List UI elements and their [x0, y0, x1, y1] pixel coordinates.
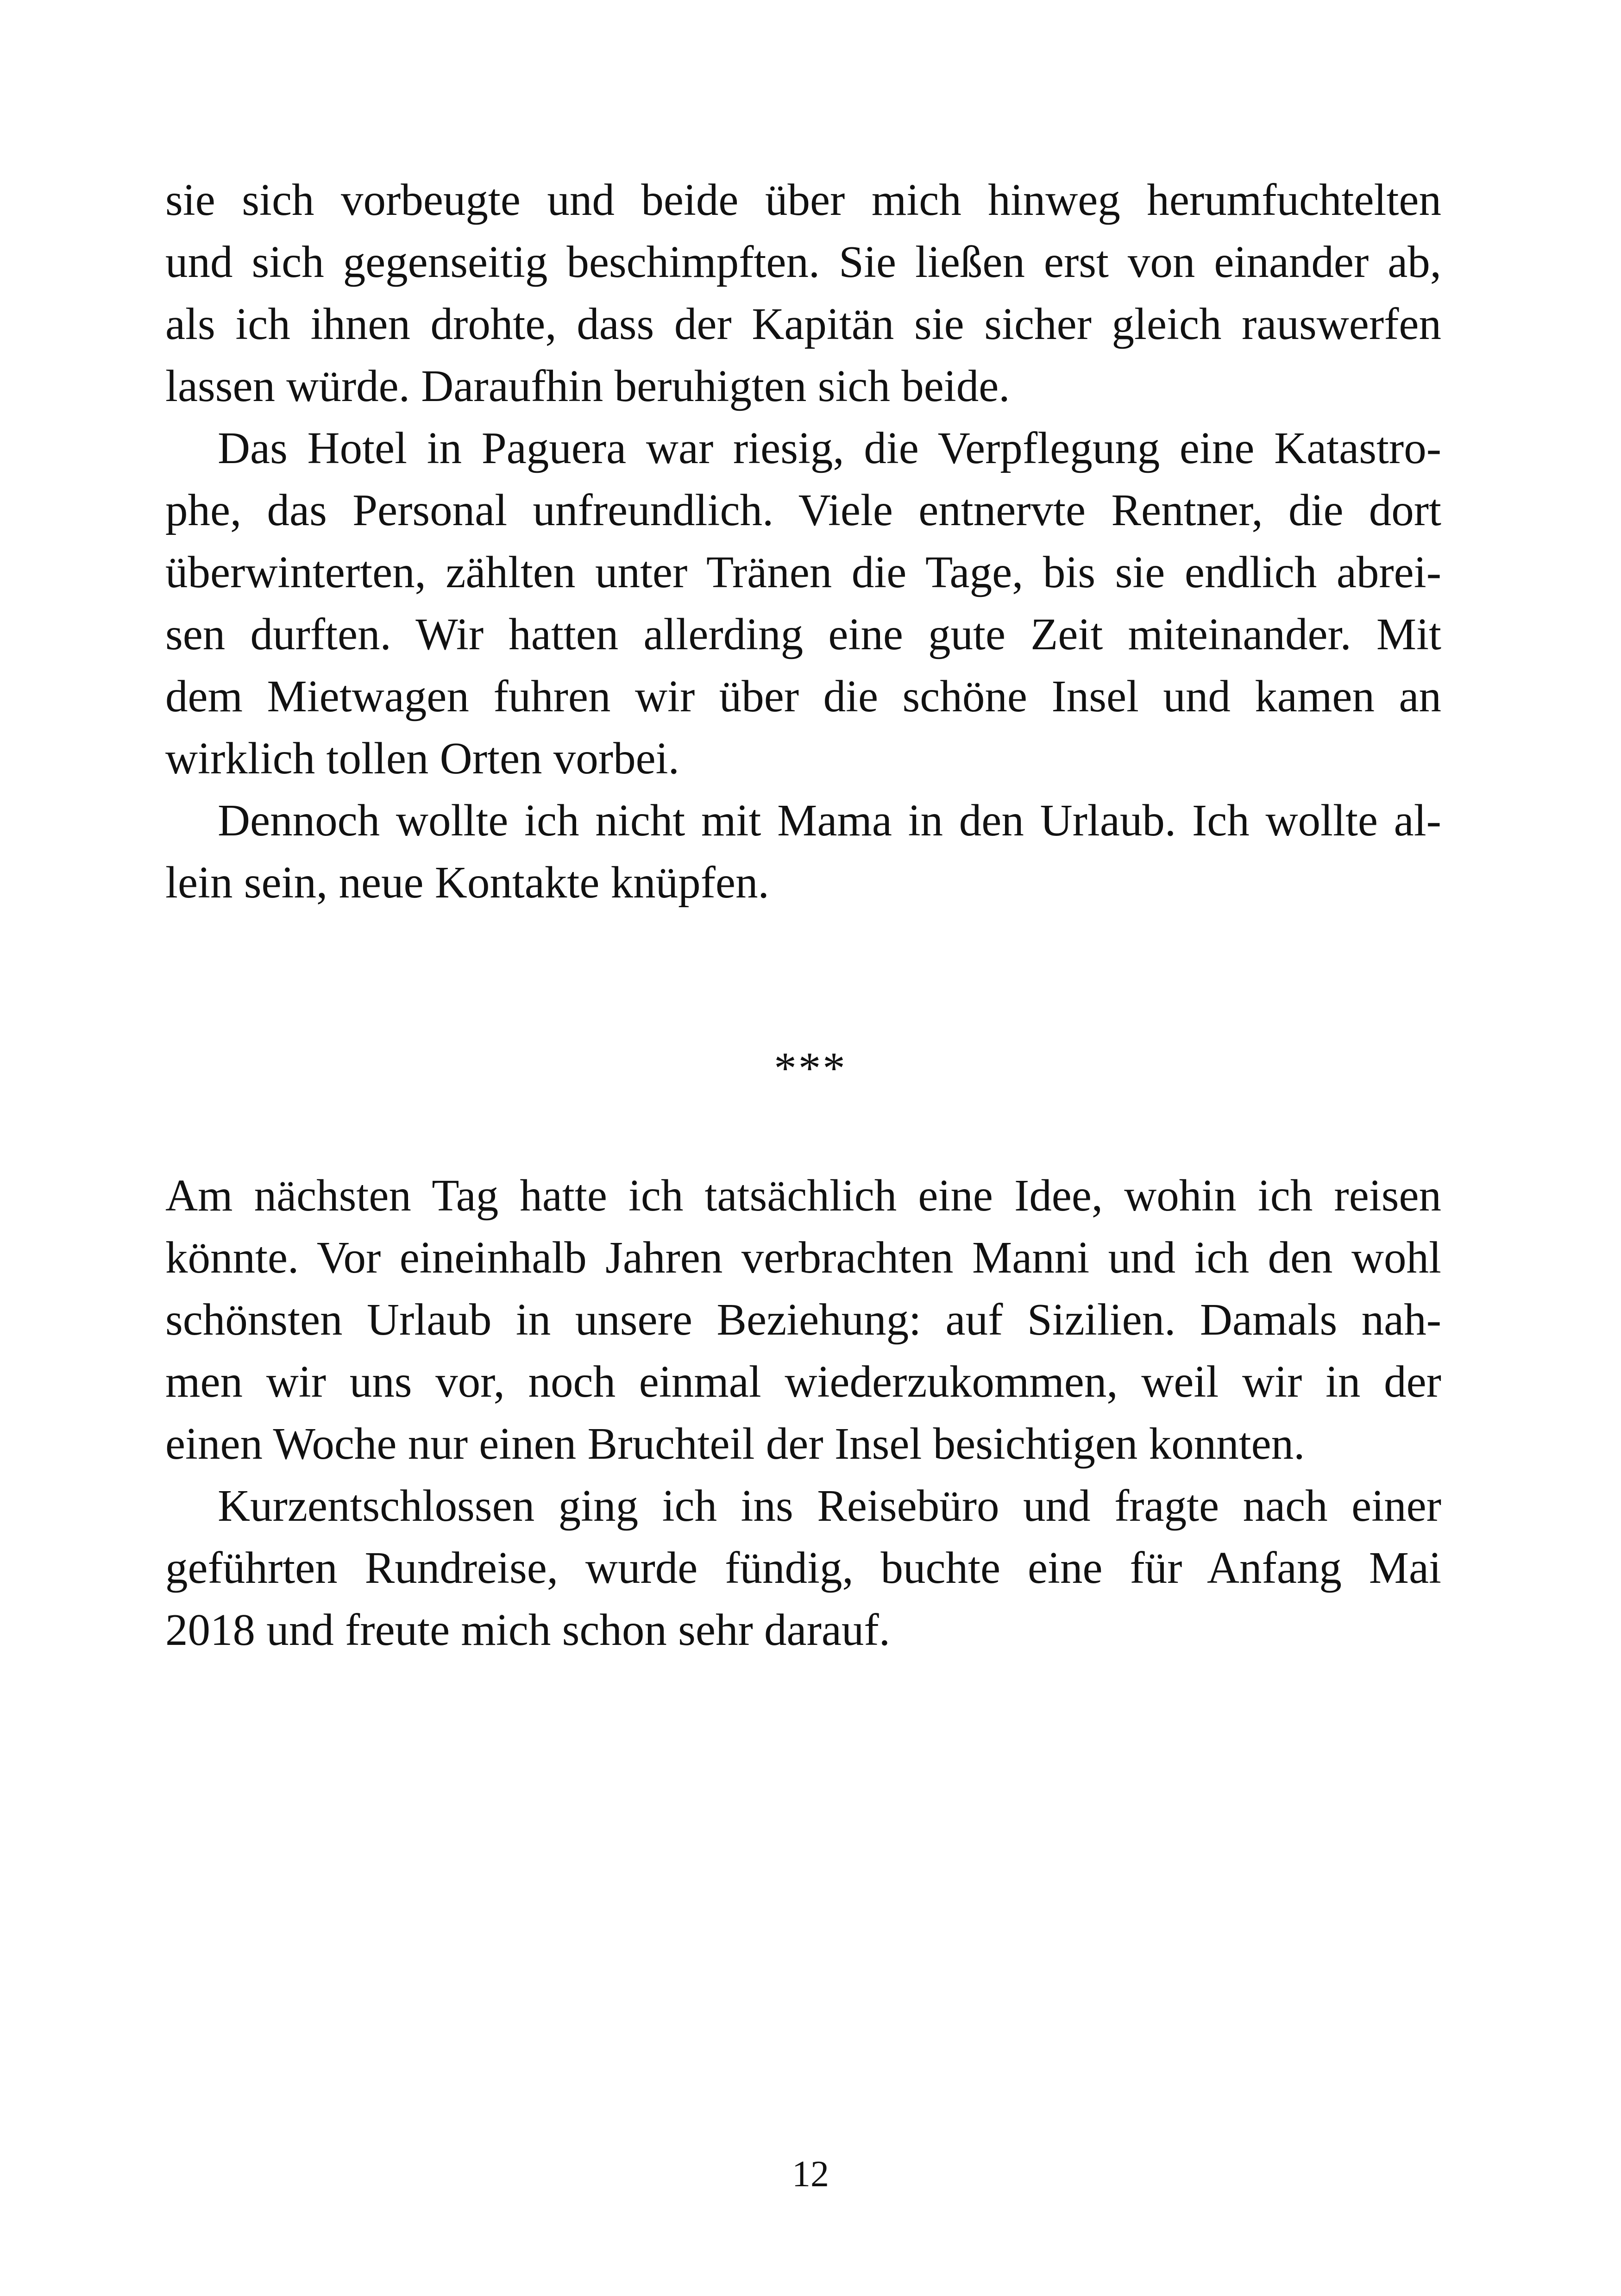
text-line: men wir uns vor, noch einmal wiederzukommen, weil wir in der	[165, 1357, 1441, 1406]
text-line: einen Woche nur einen Bruchteil der Insel besichtigen konnten.	[165, 1419, 1305, 1468]
text-line: und sich gegenseitig beschimpften. Sie ließen erst von einander ab,	[165, 237, 1441, 287]
text-line: wirklich tollen Orten vorbei.	[165, 734, 679, 783]
text-line: Dennoch wollte ich nicht mit Mama in den Urlaub. Ich wollte al-	[218, 796, 1441, 845]
text-line: könnte. Vor eineinhalb Jahren verbrachten Manni und ich den wohl	[165, 1233, 1441, 1282]
text-line: als ich ihnen drohte, dass der Kapitän sie sicher gleich rauswerfen	[165, 299, 1441, 349]
text-line: dem Mietwagen fuhren wir über die schöne Insel und kamen an	[165, 671, 1441, 721]
page-number: 12	[792, 2154, 829, 2195]
text-line: Das Hotel in Paguera war riesig, die Verpflegung eine Katastro-	[218, 423, 1441, 473]
text-line: 2018 und freute mich schon sehr darauf.	[165, 1605, 890, 1655]
text-line: Am nächsten Tag hatte ich tatsächlich eine Idee, wohin ich reisen	[165, 1171, 1441, 1220]
text-line: lassen würde. Daraufhin beruhigten sich beide.	[165, 361, 1010, 411]
text-line: lein sein, neue Kontakte knüpfen.	[165, 858, 769, 907]
text-line: schönsten Urlaub in unsere Beziehung: auf Sizilien. Damals nah-	[165, 1295, 1441, 1344]
text-line: phe, das Personal unfreundlich. Viele entnervte Rentner, die dort	[165, 485, 1441, 535]
text-line: überwinterten, zählten unter Tränen die Tage, bis sie endlich abrei-	[165, 547, 1441, 597]
text-line: sie sich vorbeugte und beide über mich hinweg herumfuchtelten	[165, 175, 1441, 225]
text-line: Kurzentschlossen ging ich ins Reisebüro und fragte nach einer	[218, 1481, 1441, 1531]
text-block-upper	[165, 169, 1441, 914]
text-line: geführten Rundreise, wurde fündig, buchte eine für Anfang Mai	[165, 1543, 1441, 1593]
section-separator: ***	[774, 1043, 847, 1093]
text-line: sen durften. Wir hatten allerding eine gute Zeit miteinander. Mit	[165, 609, 1441, 659]
text-block-lower	[165, 1165, 1441, 1661]
